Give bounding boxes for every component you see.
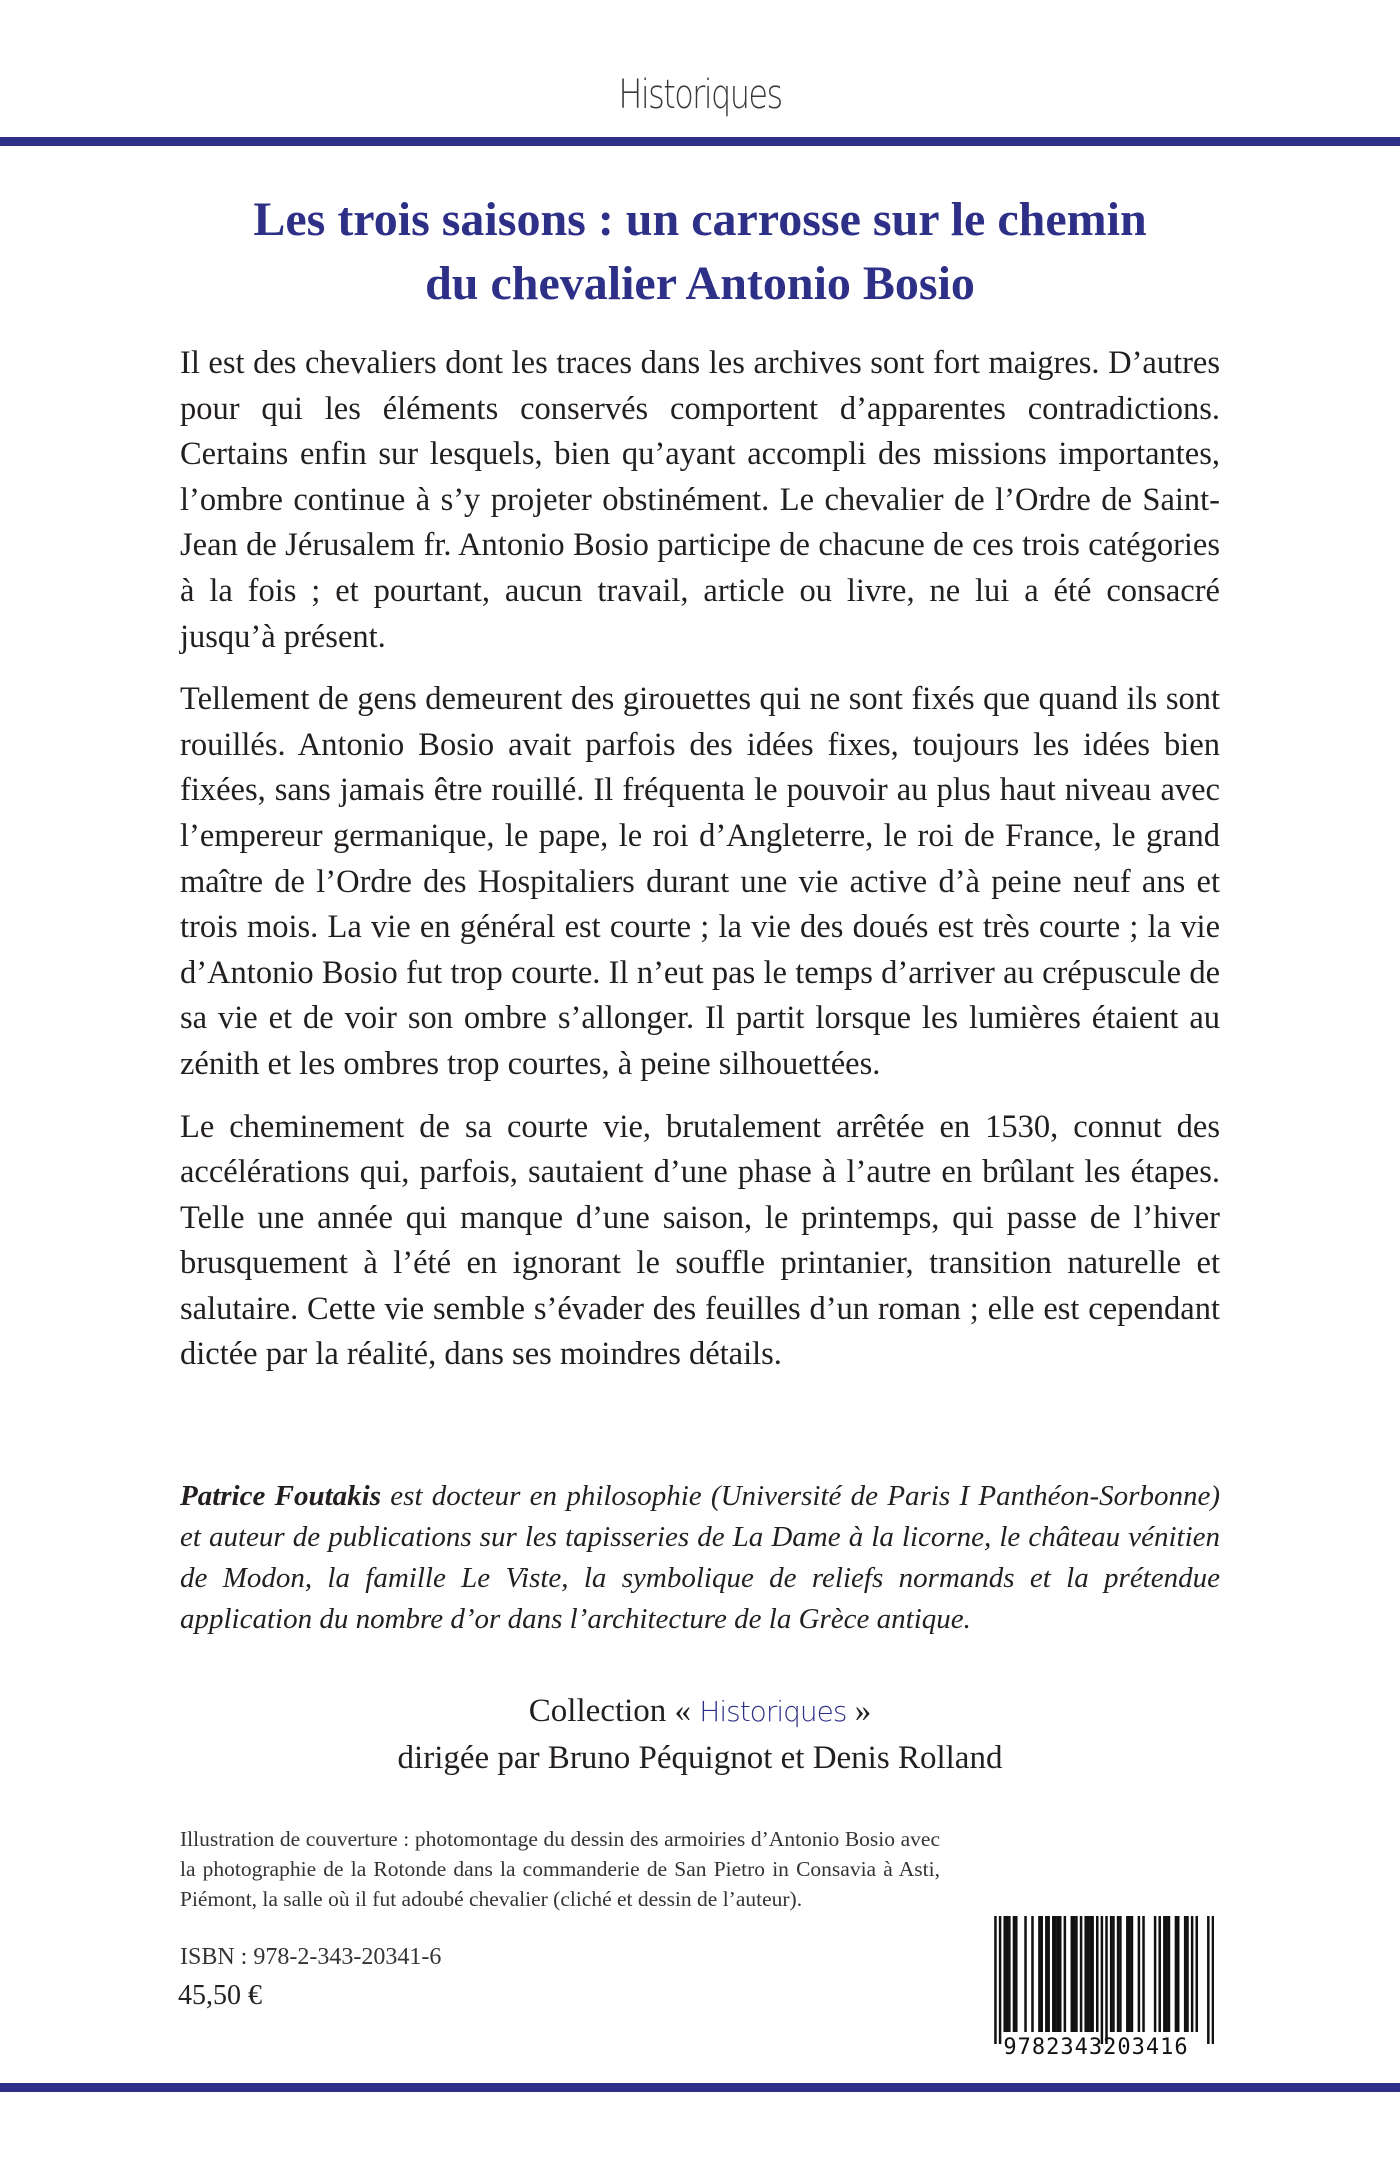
series-logo: Historiques [618, 72, 782, 118]
barcode-bar [999, 1916, 1002, 2044]
barcode-bar [1045, 1916, 1048, 2032]
barcode-bar [1024, 1916, 1027, 2032]
barcode-bar [1101, 1916, 1104, 2044]
barcode-bar [1015, 1916, 1018, 2032]
barcode-bar [994, 1916, 997, 2044]
barcode-bar [1080, 1916, 1083, 2032]
barcode-bar [1073, 1916, 1076, 2032]
title-line: Les trois saisons : un carrosse sur le chemin [253, 193, 1147, 246]
barcode-bar [1038, 1916, 1041, 2032]
barcode-bar [1207, 1916, 1210, 2044]
barcode-bar [1131, 1916, 1134, 2032]
blurb-paragraph: Tellement de gens demeurent des girouettes qui ne sont fixés que quand ils sont rouillés. Antonio Bosio avait parfois des idées fixes, toujours les idées bien fixées, sans jamais être rouillé. Il fréquenta le pouvoir au plus haut niveau avec l’empereur germanique, le pape, le roi d’Angleterre, le roi de France, le grand maître de l’Ordre des Hospitaliers durant une vie active d’à peine neuf ans et trois mois. La vie en général est courte ; la vie des doués est très courte ; la vie d’Antonio Bosio fut trop courte. Il n’eut pas le temps d’arriver au crépuscule de sa vie et de voir son ombre s’allonger. Il partit lorsque les lumières étaient au zénith et les ombres trop courtes, à peine silhouettées. [180, 681, 1220, 1082]
barcode-bar [1138, 1916, 1141, 2032]
blurb-paragraph: Il est des chevaliers dont les traces dans les archives sont fort maigres. D’autres pour qui les éléments conservés comportent d’apparentes contradictions. Certains enfin sur lesquels, bien qu’ayant accompli des missions importantes, l’ombre continue à s’y projeter obstinément. Le chevalier de l’Ordre de Saint-Jean de Jérusalem fr. Antonio Bosio participe de chacune de ces trois catégories à la fois ; et pourtant, aucun travail, article ou livre, ne lui a été consacré jusqu’à présent. [180, 345, 1220, 655]
author-bio [180, 1476, 1220, 1640]
barcode-bar [1071, 1916, 1074, 2032]
barcode-bar [1059, 1916, 1062, 2032]
barcode-bar [1117, 1916, 1120, 2032]
barcode-bar [1195, 1916, 1198, 2032]
bio-text: est docteur en philosophie (Université de Paris I Panthéon-Sorbonne) et auteur de publications sur les tapisseries de La Dame à la licorne, le château vénitien de Modon, la famille Le Viste, la symbolique de reliefs normands et la prétendue application du nombre d’or dans l’architecture de la Grèce antique. [180, 1480, 1220, 1635]
blurb-paragraph: Le cheminement de sa courte vie, brutalement arrêtée en 1530, connut des accélérations qui, parfois, sautaient d’une phase à l’autre en brûlant les étapes. Telle une année qui manque d’une saison, le printemps, qui passe de l’hiver brusquement à l’été en ignorant le souffle printanier, transition naturelle et salutaire. Cette vie semble s’évader des feuilles d’un roman ; elle est cependant dictée par la réalité, dans ses moindres détails. [180, 1108, 1220, 1373]
barcode-bar [1075, 1916, 1078, 2032]
blurb [180, 341, 1220, 1395]
collection-suffix: » [846, 1693, 872, 1729]
collection-name: Historiques [699, 1695, 847, 1728]
price: 45,50 € [178, 1980, 262, 2011]
barcode-bar [1084, 1916, 1087, 2032]
barcode-bar [1191, 1916, 1194, 2032]
barcode-bar [1040, 1916, 1043, 2032]
barcode-bar [1119, 1916, 1122, 2032]
barcode-bar [1186, 1916, 1189, 2032]
barcode-bar [1052, 1916, 1055, 2032]
collection-prefix: Collection « [528, 1693, 700, 1729]
bottom-rule [0, 2083, 1400, 2092]
collection-directors: dirigée par Bruno Péquignot et Denis Rolland [397, 1740, 1003, 1776]
barcode-bar [1047, 1916, 1050, 2032]
barcode-bar [1089, 1916, 1092, 2032]
barcode-bar [1126, 1916, 1129, 2032]
collection-info [0, 1688, 1400, 1781]
barcode-bar [1168, 1916, 1171, 2032]
barcode-bar [1013, 1916, 1016, 2032]
barcode-bar [1064, 1916, 1067, 2032]
title-line: du chevalier Antonio Bosio [425, 257, 975, 310]
barcode-bar [1128, 1916, 1131, 2032]
barcode-bar [1163, 1916, 1166, 2032]
isbn: ISBN : 978-2-343-20341-6 [180, 1944, 442, 1970]
barcode-digits: 9782343203416 [1003, 2035, 1189, 2058]
barcode-bar [1008, 1916, 1011, 2032]
barcode-bar [1006, 1916, 1009, 2032]
top-rule [0, 137, 1400, 146]
barcode-bar [1087, 1916, 1090, 2032]
barcode-bar [1154, 1916, 1157, 2032]
barcode-bar [1212, 1916, 1214, 2044]
author-name: Patrice Foutakis [180, 1480, 382, 1512]
barcode-bar [1003, 1916, 1006, 2032]
barcode-bar [1165, 1916, 1168, 2032]
barcode-bar [1057, 1916, 1060, 2032]
barcode-bar [1175, 1916, 1178, 2032]
barcode-bar [1031, 1916, 1034, 2032]
barcode [978, 1916, 1214, 2058]
barcode-bar [1177, 1916, 1180, 2032]
barcode-bar [1142, 1916, 1145, 2032]
barcode-bar [1184, 1916, 1187, 2032]
barcode-bar [1105, 1916, 1108, 2044]
barcode-bar [1112, 1916, 1115, 2032]
barcode-bar [1096, 1916, 1099, 2032]
cover-caption: Illustration de couverture : photomontage du dessin des armoiries d’Antonio Bosio avec la photographie de la Rotonde dans la commanderie de San Pietro in Consavia à Asti, Piémont, la salle où il fut adoubé chevalier (cliché et dessin de l’auteur). [180, 1827, 940, 1911]
barcode-bar [1110, 1916, 1113, 2032]
barcode-bar [1158, 1916, 1161, 2032]
book-title [0, 188, 1400, 316]
barcode-bar [1091, 1916, 1094, 2032]
barcode-bar [1054, 1916, 1057, 2032]
